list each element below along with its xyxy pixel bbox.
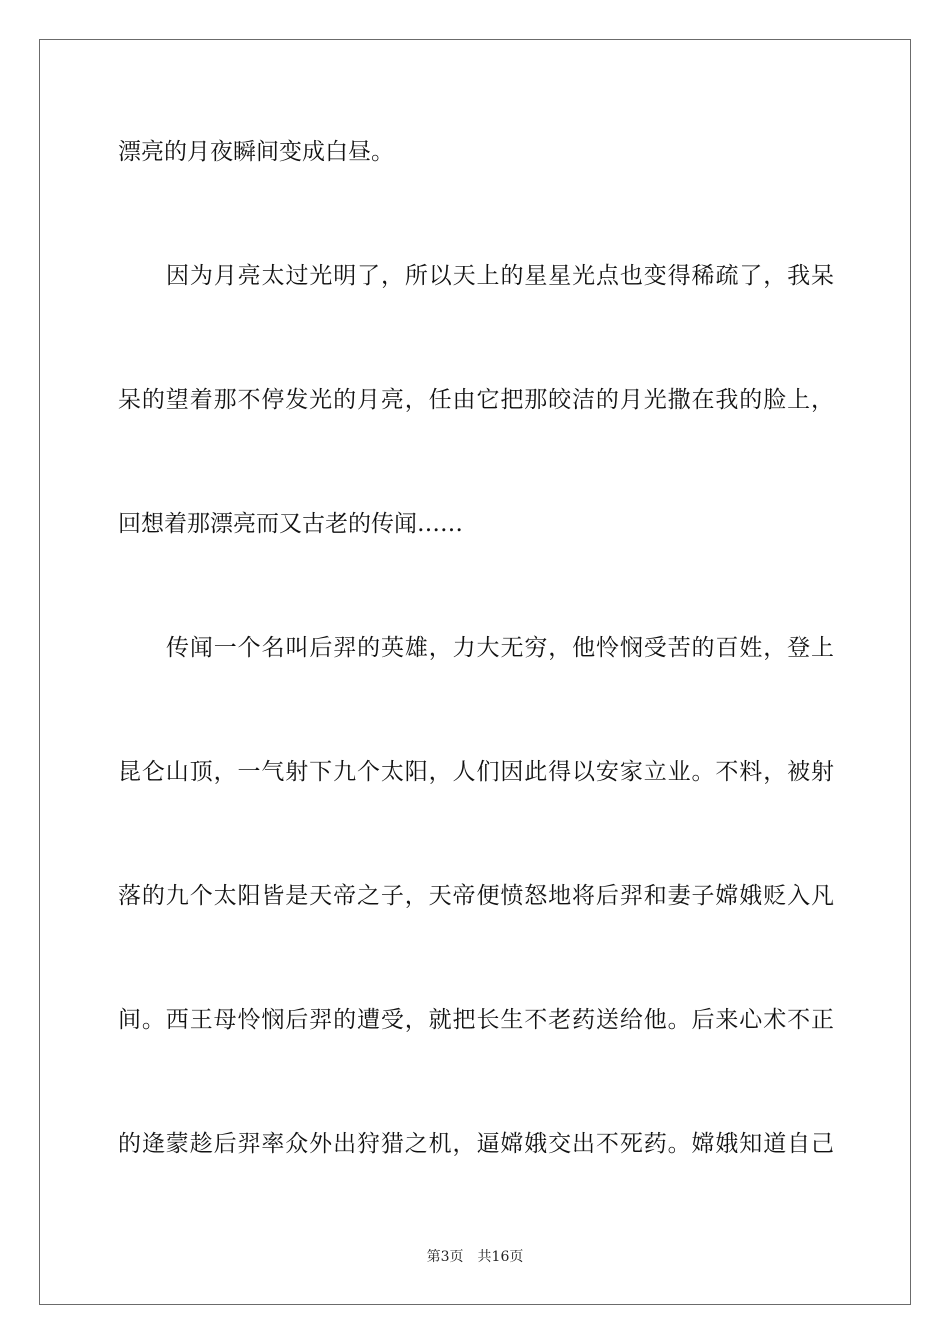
text-line-8: 间。西王母怜悯后羿的遭受，就把长生不老药送给他。后来心术不正 [118, 1007, 834, 1033]
text-line-3: 呆的望着那不停发光的月亮，任由它把那皎洁的月光撒在我的脸上， [118, 387, 834, 413]
page-number: 第3页 [426, 1249, 464, 1265]
page-border [39, 39, 911, 1305]
text-line-6: 昆仑山顶，一气射下九个太阳，人们因此得以安家立业。不料，被射 [118, 759, 834, 785]
text-line-4: 回想着那漂亮而又古老的传闻…… [118, 511, 463, 537]
text-line-5-paragraph-start: 传闻一个名叫后羿的英雄，力大无穷，他怜悯受苦的百姓，登上 [166, 635, 834, 661]
text-line-1: 漂亮的月夜瞬间变成白昼。 [118, 139, 394, 165]
page-footer [0, 1248, 950, 1266]
total-pages: 共16页 [477, 1249, 524, 1265]
text-line-9: 的逄蒙趁后羿率众外出狩猎之机，逼嫦娥交出不死药。嫦娥知道自己 [118, 1131, 834, 1157]
text-line-7: 落的九个太阳皆是天帝之子，天帝便愤怒地将后羿和妻子嫦娥贬入凡 [118, 883, 834, 909]
text-line-2-paragraph-start: 因为月亮太过光明了，所以天上的星星光点也变得稀疏了，我呆 [166, 263, 834, 289]
